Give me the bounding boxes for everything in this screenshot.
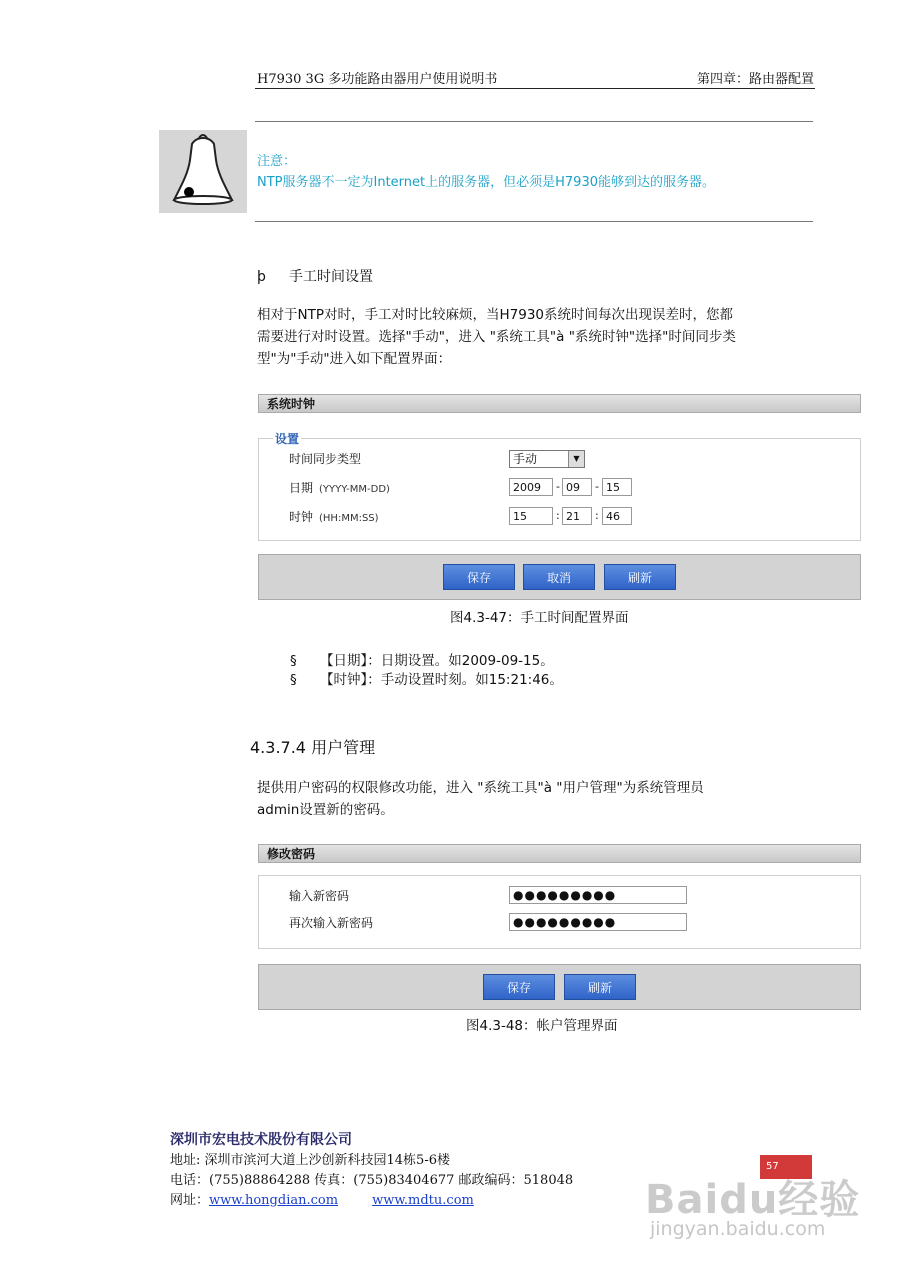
doc-header-chapter: 第四章：路由器配置 bbox=[696, 72, 814, 87]
clock-button-bar bbox=[258, 554, 861, 600]
time-format-hint: (HH:MM:SS) bbox=[319, 513, 379, 524]
list-item-date: § 【日期】：日期设置。如2009-09-15。 bbox=[290, 653, 554, 669]
date-separator: - bbox=[595, 480, 599, 493]
clock-panel-title: 系统时钟 bbox=[258, 394, 861, 413]
cancel-button[interactable]: 取消 bbox=[523, 564, 595, 590]
password-fieldset bbox=[258, 875, 861, 949]
sync-type-value: 手动 bbox=[513, 452, 538, 466]
para-line: 相对于NTP对时，手工对时比较麻烦，当H7930系统时间每次出现误差时，您都 bbox=[257, 307, 733, 323]
note-top-rule bbox=[255, 121, 813, 122]
company-phone: 电话：(755)88864288 传真：(755)83404677 邮政编码：518048 bbox=[170, 1173, 574, 1188]
baidu-watermark-logo: Baidu经验 bbox=[645, 1177, 861, 1223]
doc-header-title: H7930 3G 多功能路由器用户使用说明书 bbox=[257, 72, 498, 87]
date-year-input[interactable]: 2009 bbox=[509, 478, 553, 496]
para-line: 型"为"手动"进入如下配置界面： bbox=[257, 351, 452, 367]
website-link-hongdian[interactable]: www.hongdian.com bbox=[209, 1193, 339, 1208]
bell-icon bbox=[159, 130, 247, 213]
password-panel-title: 修改密码 bbox=[258, 844, 861, 863]
confirm-password-input[interactable]: ●●●●●●●●● bbox=[509, 913, 687, 931]
date-month-input[interactable]: 09 bbox=[562, 478, 592, 496]
time-separator: : bbox=[595, 509, 599, 522]
date-label: 日期 (YYYY-MM-DD) bbox=[289, 481, 390, 495]
para-line: 需要进行对时设置。选择"手动"，进入 "系统工具"à "系统时钟"选择"时间同步类 bbox=[257, 329, 736, 345]
company-address: 地址: 深圳市滨河大道上沙创新科技园14栋5-6楼 bbox=[170, 1153, 450, 1168]
time-minute-input[interactable]: 21 bbox=[562, 507, 592, 525]
page-number: 57 bbox=[760, 1155, 812, 1179]
refresh-button[interactable]: 刷新 bbox=[604, 564, 676, 590]
para-line: admin设置新的密码。 bbox=[257, 802, 394, 818]
note-text: NTP服务器不一定为Internet上的服务器，但必须是H7930能够到达的服务器。 bbox=[257, 175, 715, 190]
company-name: 深圳市宏电技术股份有限公司 bbox=[170, 1132, 352, 1148]
paragraph-user-management bbox=[257, 777, 817, 821]
new-password-input[interactable]: ●●●●●●●●● bbox=[509, 886, 687, 904]
sync-type-label: 时间同步类型 bbox=[289, 452, 362, 466]
date-format-hint: (YYYY-MM-DD) bbox=[319, 484, 390, 495]
date-day-input[interactable]: 15 bbox=[602, 478, 632, 496]
section-heading-manual-time bbox=[257, 266, 373, 286]
date-separator: - bbox=[556, 480, 560, 493]
time-separator: : bbox=[556, 509, 560, 522]
confirm-password-label: 再次输入新密码 bbox=[289, 916, 374, 930]
time-second-input[interactable]: 46 bbox=[602, 507, 632, 525]
time-hour-input[interactable]: 15 bbox=[509, 507, 553, 525]
heading-text: 手工时间设置 bbox=[289, 269, 373, 285]
list-item-time: § 【时钟】：手动设置时刻。如15:21:46。 bbox=[290, 672, 563, 688]
website-link-mdtu[interactable]: www.mdtu.com bbox=[372, 1193, 474, 1208]
chevron-down-icon[interactable]: ▼ bbox=[568, 451, 584, 467]
baidu-watermark-url: jingyan.baidu.com bbox=[650, 1218, 826, 1240]
para-line: 提供用户密码的权限修改功能，进入 "系统工具"à "用户管理"为系统管理员 bbox=[257, 780, 704, 796]
save-button[interactable]: 保存 bbox=[443, 564, 515, 590]
refresh-password-button[interactable]: 刷新 bbox=[564, 974, 636, 1000]
note-title: 注意： bbox=[257, 154, 297, 169]
header-rule bbox=[255, 88, 815, 89]
note-bottom-rule bbox=[255, 221, 813, 222]
clock-settings-fieldset bbox=[258, 432, 861, 541]
bullet-symbol: þ bbox=[257, 269, 266, 285]
new-password-label: 输入新密码 bbox=[289, 889, 350, 903]
save-password-button[interactable]: 保存 bbox=[483, 974, 555, 1000]
paragraph-manual-time bbox=[257, 304, 817, 370]
settings-legend: 设置 bbox=[275, 432, 300, 446]
password-button-bar bbox=[258, 964, 861, 1010]
section-title-user-management: 4.3.7.4 用户管理 bbox=[250, 738, 376, 757]
company-website: 网址：www.hongdian.com www.mdtu.com bbox=[170, 1193, 474, 1208]
sync-type-select[interactable] bbox=[509, 450, 585, 468]
figure-caption-clock: 图4.3-47：手工时间配置界面 bbox=[450, 610, 629, 626]
figure-caption-account: 图4.3-48：帐户管理界面 bbox=[466, 1018, 618, 1034]
time-label: 时钟 (HH:MM:SS) bbox=[289, 510, 379, 524]
